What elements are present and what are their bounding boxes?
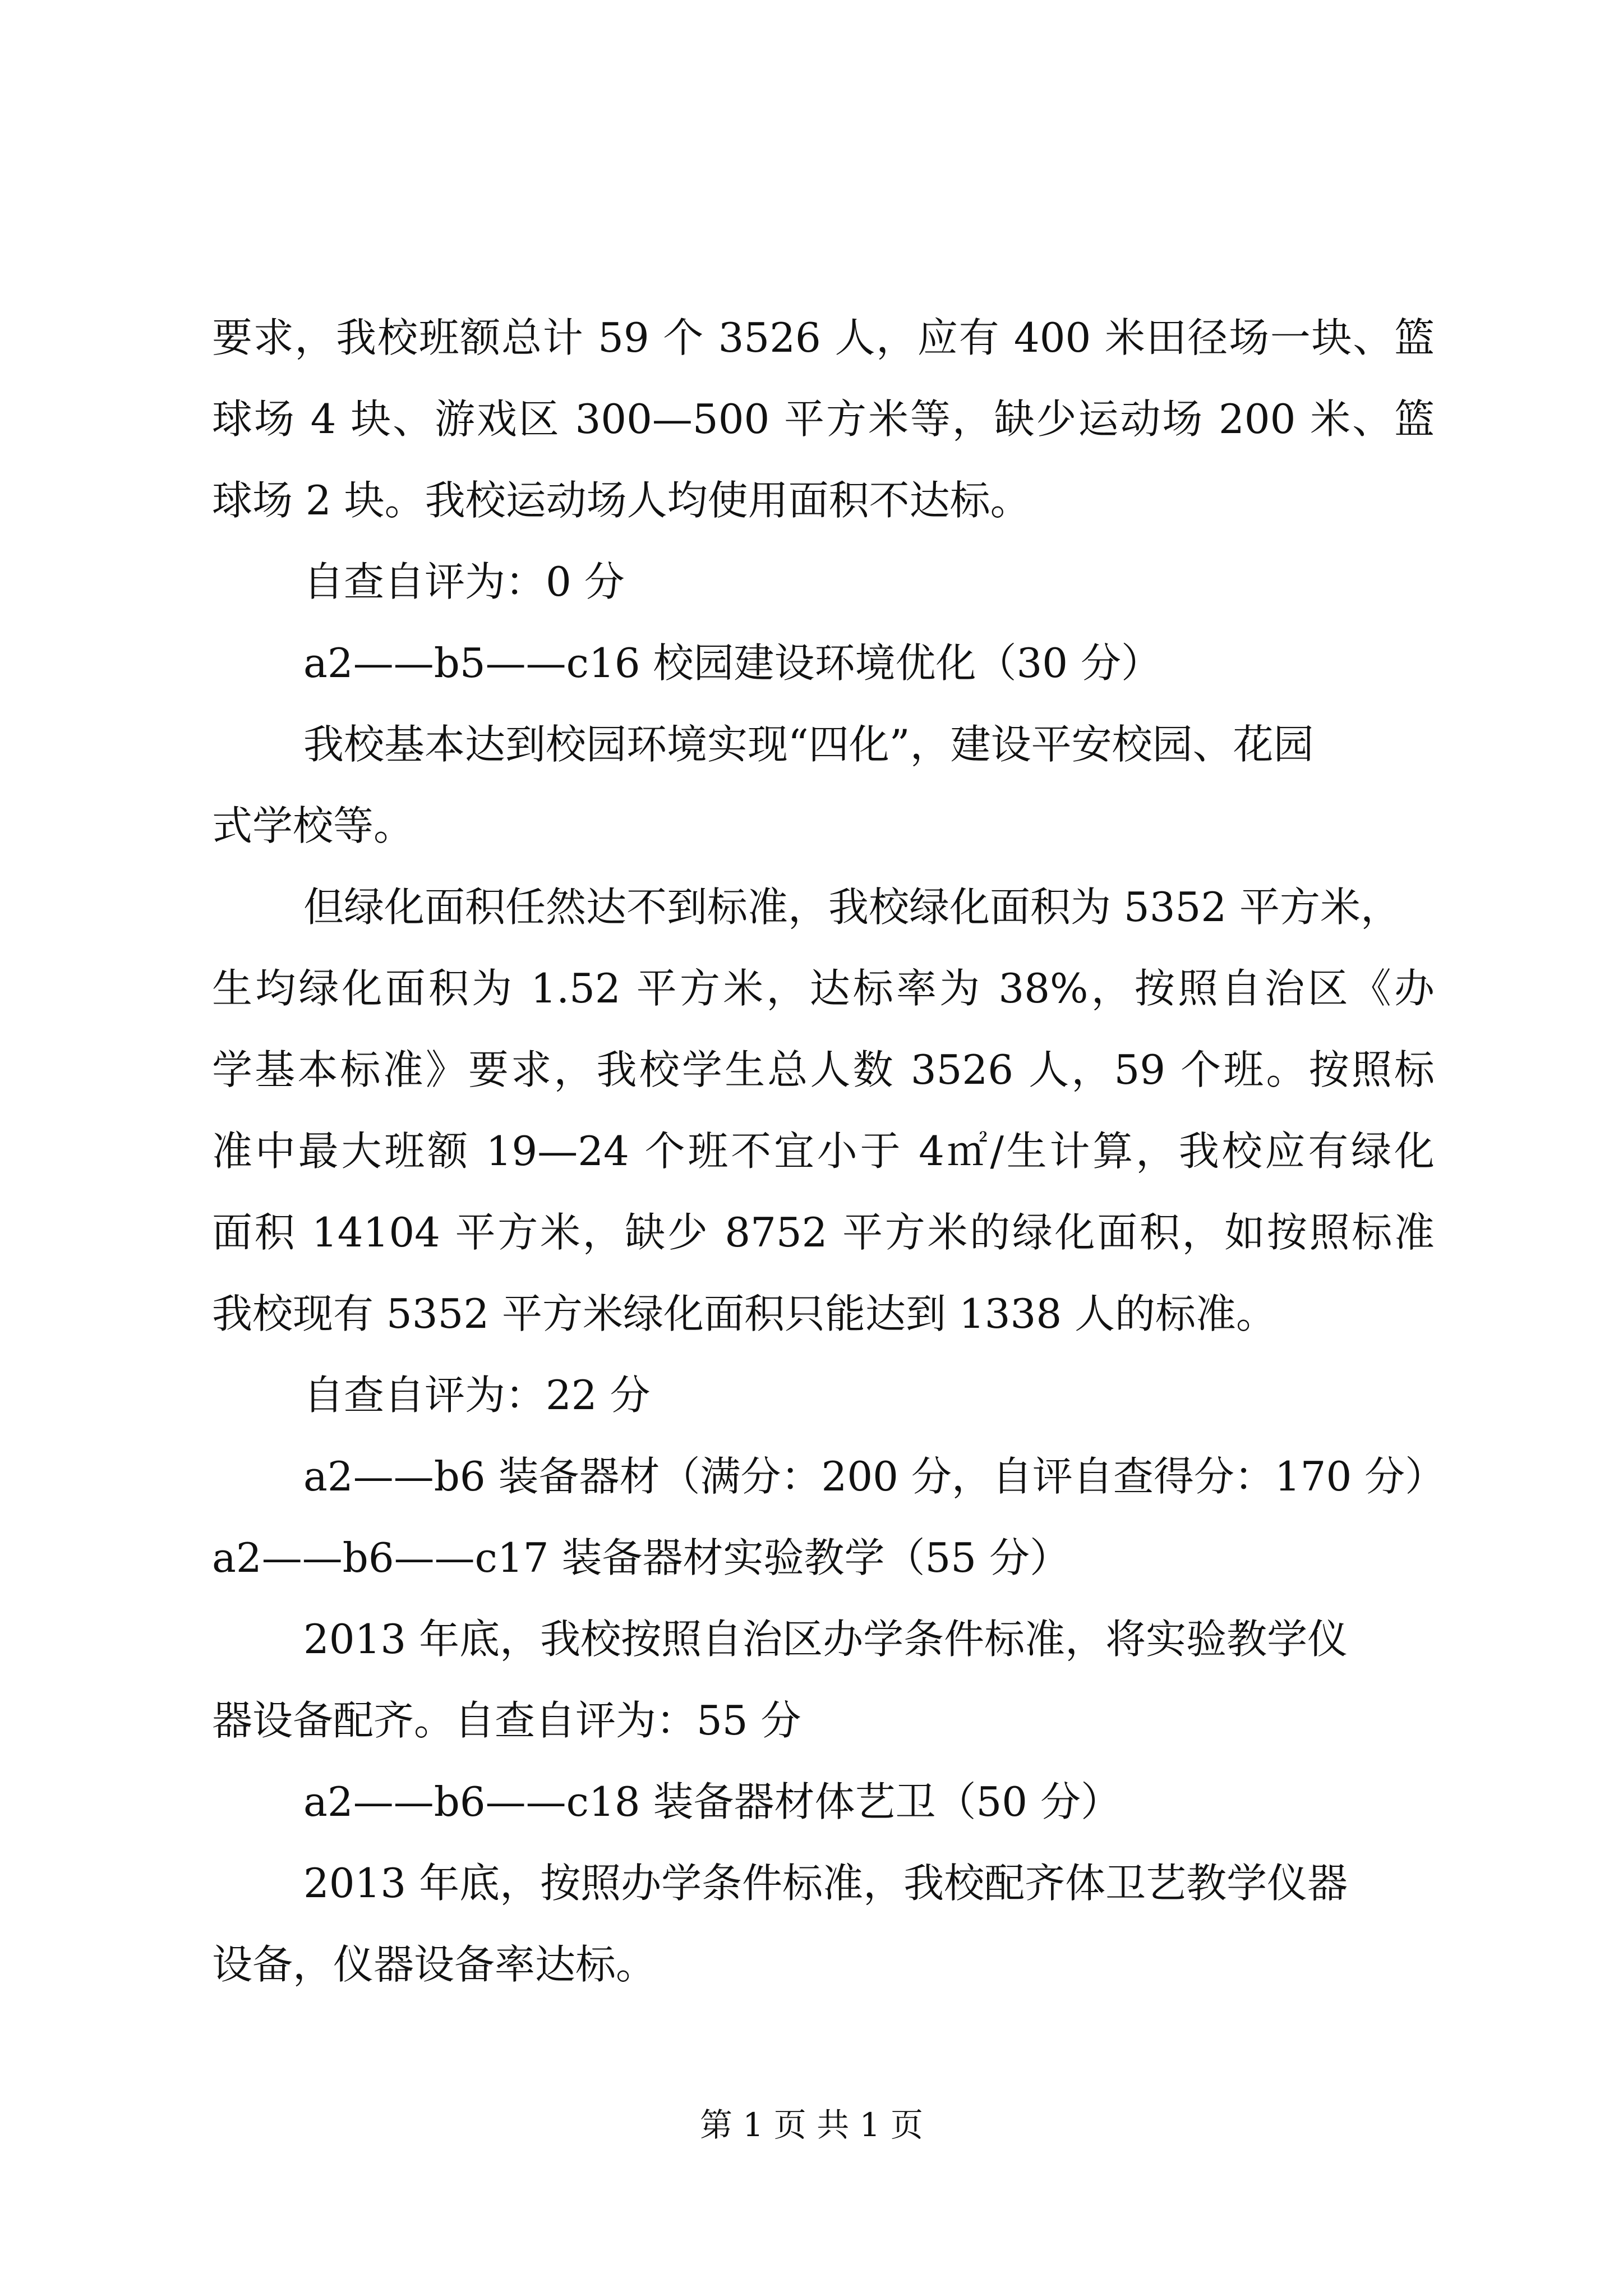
text-line: 设备，仪器设备率达标。 (212, 1941, 657, 1988)
text-line: 球场 4 块、游戏区 300—500 平方米等，缺少运动场 200 米、篮 (212, 395, 1435, 443)
text-line: 但绿化面积任然达不到标准，我校绿化面积为 5352 平方米， (303, 884, 1401, 931)
section-heading: a2——b6——c17 装备器材实验教学（55 分） (212, 1534, 1070, 1581)
text-line: 我校基本达到校园环境实现“四化”，建设平安校园、花园 (303, 721, 1314, 768)
self-evaluation-line: 自查自评为：0 分 (303, 558, 625, 605)
section-heading: a2——b5——c16 校园建设环境优化（30 分） (303, 639, 1161, 687)
text-line: 2013 年底，按照办学条件标准，我校配齐体卫艺教学仪器 (303, 1860, 1348, 1907)
text-line: 球场 2 块。我校运动场人均使用面积不达标。 (212, 477, 1031, 524)
text-line: 式学校等。 (212, 802, 414, 849)
text-line: 面积 14104 平方米，缺少 8752 平方米的绿化面积，如按照标准 (212, 1209, 1435, 1256)
text-line: 生均绿化面积为 1.52 平方米，达标率为 38%，按照自治区《办 (212, 965, 1435, 1012)
page-footer: 第 1 页 共 1 页 (700, 2106, 923, 2144)
self-evaluation-line: 自查自评为：22 分 (303, 1372, 651, 1419)
text-line: 我校现有 5352 平方米绿化面积只能达到 1338 人的标准。 (212, 1290, 1277, 1337)
text-line: 准中最大班额 19—24 个班不宜小于 4㎡/生计算，我校应有绿化 (212, 1128, 1435, 1175)
section-heading: a2——b6——c18 装备器材体艺卫（50 分） (303, 1778, 1121, 1825)
text-line: 2013 年底，我校按照自治区办学条件标准，将实验教学仪 (303, 1616, 1348, 1663)
text-line: 学基本标准》要求，我校学生总人数 3526 人，59 个班。按照标 (212, 1046, 1435, 1093)
text-line: 器设备配齐。自查自评为：55 分 (212, 1697, 801, 1744)
text-line: 要求，我校班额总计 59 个 3526 人，应有 400 米田径场一块、篮 (212, 314, 1435, 361)
document-body (212, 297, 1446, 2005)
section-heading: a2——b6 装备器材（满分：200 分，自评自查得分：170 分） (303, 1453, 1446, 1500)
